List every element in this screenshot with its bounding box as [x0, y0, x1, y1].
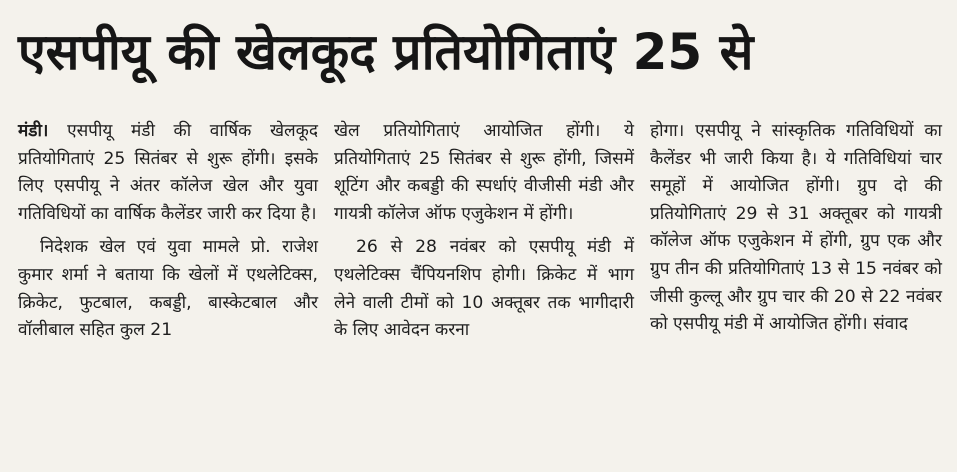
headline: एसपीयू की खेलकूद प्रतियोगिताएं 25 से — [18, 23, 754, 81]
paragraph: निदेशक खेल एवं युवा मामले प्रो. राजेश कुमार शर्मा ने बताया कि खेलों में एथलेटिक्स, क्रिकेट, फुटबाल, कबड्डी, बास्केटबाल और वॉलीबाल सहित कुल 21 — [18, 237, 318, 341]
dateline: मंडी। — [18, 121, 49, 141]
column-3 — [650, 118, 942, 468]
paragraph-text: एसपीयू मंडी की वार्षिक खेलकूद प्रतियोगिताएं 25 सितंबर से शुरू होंगी। इसके लिए एसपीयू ने अंतर कॉलेज खेल और युवा गतिविधियों का वार्षिक कैलेंडर जारी कर दिया है। — [18, 121, 318, 224]
paragraph: खेल प्रतियोगिताएं आयोजित होंगी। ये प्रतियोगिताएं 25 सितंबर से शुरू होंगी, जिसमें शूटिंग और कबड्डी की स्पर्धाएं वीजीसी मंडी और गायत्री कॉलेज ऑफ एजुकेशन में होंगी। — [334, 121, 634, 224]
paragraph: होगा। एसपीयू ने सांस्कृतिक गतिविधियों का कैलेंडर भी जारी किया है। ये गतिविधियां चार समूहों में आयोजित होंगी। ग्रुप दो की प्रतियोगिताएं 29 से 31 अक्तूबर को गायत्री कॉलेज ऑफ एजुकेशन में होंगी, ग्रुप एक और ग्रुप तीन की प्रतियोगिताएं 13 से 15 नवंबर को जीसी कुल्लू और ग्रुप चार की 20 से 22 नवंबर को एसपीयू मंडी में आयोजित होंगी। संवाद — [650, 121, 942, 335]
column-2 — [334, 118, 634, 468]
column-1 — [18, 118, 318, 468]
paragraph — [18, 118, 318, 228]
paragraph: 26 से 28 नवंबर को एसपीयू मंडी में एथलेटिक्स चैंपियनशिप होगी। क्रिकेट में भाग लेने वाली टीमों को 10 अक्तूबर तक भागीदारी के लिए आवेदन करना — [334, 237, 634, 341]
